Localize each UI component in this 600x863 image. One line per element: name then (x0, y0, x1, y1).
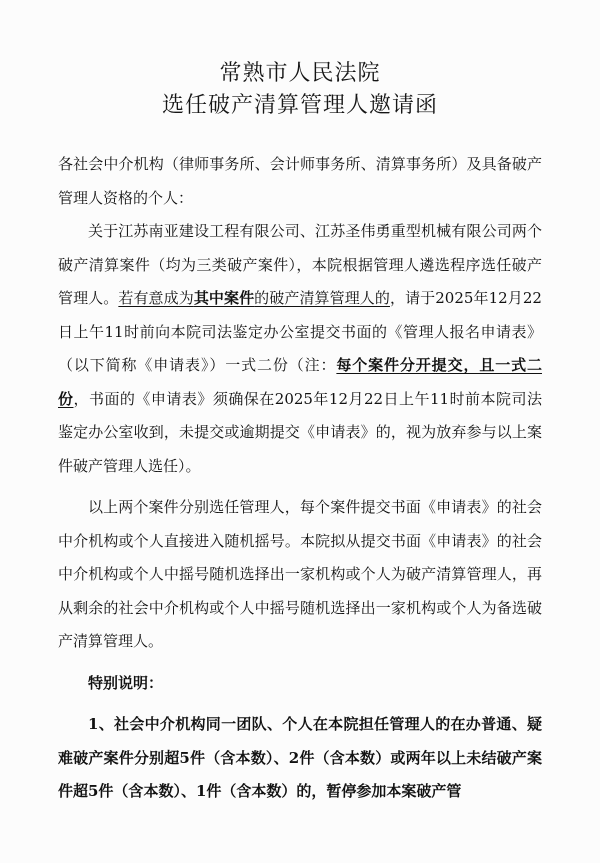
paragraph-1 (58, 215, 542, 483)
court-name: 常熟市人民法院 (219, 61, 381, 86)
paragraph-1-text-b: ，请于2025年12月22日上午11时前向本院司法鉴定办公室提交书面的《管理人报名申请表》（以下简称《申请表》）一式二份（注： (58, 289, 542, 374)
paragraph-2: 以上两个案件分别选任管理人，每个案件提交书面《申请表》的社会中介机构或个人直接进入随机摇号。本院拟从提交书面《申请表》的社会中介机构或个人中摇号随机选择出一家机构或个人为破产清算管理人，再从剩余的社会中介机构或个人中摇号随机选择出一家机构或个人为备选破产清算管理人。 (58, 498, 542, 650)
paragraph-1-text-a: 关于江苏南亚建设工程有限公司、江苏圣伟勇重型机械有限公司两个破产清算案件（均为三类破产案件），本院根据管理人遴选程序选任破产管理人。 (58, 222, 542, 307)
paragraph-1-emphasis: 每个案件分开提交，且一式二份 (58, 356, 542, 408)
paragraph-1-underlined-phrase: 若有意成为其中案件的破产清算管理人的 (118, 289, 390, 307)
special-heading: 特别说明： (88, 673, 164, 692)
document-title: 选任破产清算管理人邀请函 (161, 93, 438, 118)
salutation: 各社会中介机构（律师事务所、会计师事务所、清算事务所）及具备破产管理人资格的个人： (58, 155, 542, 207)
special-item-1: 1、社会中介机构同一团队、个人在本院担任管理人的在办普通、疑难破产案件分别超5件（含本数）、2件（含本数）或两年以上未结破产案件超5件（含本数）、1件（含本数）的，暂停参加本案破产管 (58, 715, 542, 800)
paragraph-1-text-c: ，书面的《申请表》须确保在2025年12月22日上午11时前本院司法鉴定办公室收到，未提交或逾期提交《申请表》的，视为放弃参与以上案件破产管理人选任）。 (58, 389, 542, 475)
